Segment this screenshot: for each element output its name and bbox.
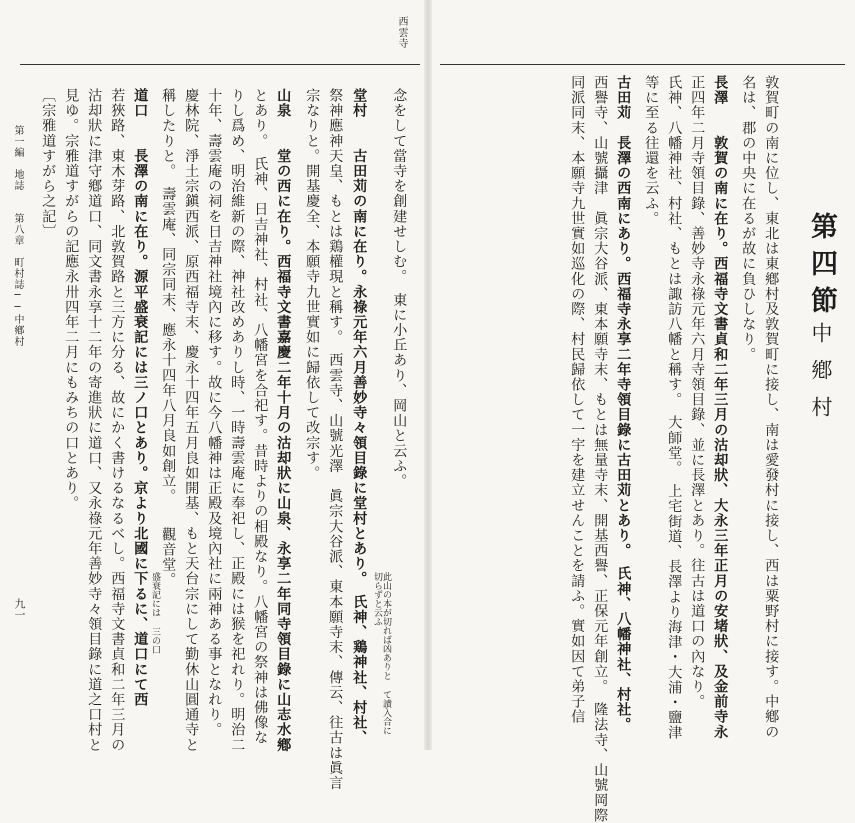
chapter-title: 第四節 xyxy=(806,212,837,323)
text-column: 古田苅 長澤の西南にあり。西福寺永享二年寺領目錄に古田苅とあり。 氏神、八幡神社、村社。 xyxy=(615,75,632,733)
village-title: 中鄕村 xyxy=(809,322,833,433)
note-sangoki: 盛衰記には 三の口 xyxy=(150,572,160,654)
footer-chapter: 第一編 地誌 第八章 町村誌──中鄕村 xyxy=(12,125,23,347)
text-column: 名は、郡の中央に在るが故に負ひしなり。 xyxy=(740,75,757,362)
header-rule xyxy=(20,64,420,65)
text-column: 〔宗雅道すがら之記〕 xyxy=(40,88,57,239)
header-rule xyxy=(440,64,845,65)
text-column: 道口 長澤の南に在り。源平盛衰記には三ノ口とあり。京より北國に下るに、道口にて西 xyxy=(132,88,149,708)
text-column: 念をして當寺を創建せしむ。 東に小丘あり、岡山と云ふ。 xyxy=(391,88,408,489)
page-number: 九一 xyxy=(13,598,26,620)
right-page xyxy=(430,0,855,823)
text-column: 若狹路、東木芽路、北敦賀路と三方に分る、故にかく書けるなるべし。西福寺文書貞和二年三月の xyxy=(109,88,126,753)
text-column: とあり。 氏神、日吉神社、村社、八幡宮を合祀す。昔時よりの相殿なり。八幡宮の祭神は佛像な xyxy=(252,88,269,746)
text-column: 沽却狀に津守鄕道口、同文書永享十二年の寄進狀に道口、又永祿元年善妙寺々領目錄に道之口村と xyxy=(86,88,103,753)
text-column: 堂村 古田苅の南に在り。永祿元年六月善妙寺々領目錄に堂村とあり。 氏神、鶏神社、村社、 xyxy=(351,88,368,746)
text-column: 正四年二月寺領目錄、善妙寺永祿元年六月寺領目錄、並に長澤とあり。往古は道口の內なり。 xyxy=(689,75,706,710)
text-column: 長澤 敦賀の南に在り。西福寺文書貞和二年三月の沽却狀、大永三年正月の安堵狀、及金前寺永 xyxy=(712,75,729,740)
text-column: 同派同末、本願寺九世實如巡化の際、村民歸依して一宇を建立せんことを請ふ。實如因て弟子信 xyxy=(569,75,586,725)
text-column: 見ゆ。宗雅道すがらの記應永卅四年二月にもみちの口とあり。 xyxy=(63,88,80,511)
text-column: 西譽寺、山號攝津 眞宗大谷派、東本願寺末、もとは無量寺末、開基西譽、正保元年創立。 隆法寺、山號岡際 xyxy=(592,75,609,823)
text-column: 十年、壽雲庵の祠を日吉神社境內に移す。故に今八幡神は正殿及境內社に兩神ある事となれり。 xyxy=(206,88,223,738)
left-page xyxy=(0,0,425,791)
text-column: 等に至る往還を云ふ。 xyxy=(643,75,660,226)
text-column: 慶林院、淨土宗鎭西派、原西福寺末、慶永十四年五月良如開基、もと天台宗にして勤休山圓通寺と xyxy=(183,88,200,753)
text-column: 稱したりと。 壽雲庵、同宗同末、應永十四年八月良如創立。 觀音堂。 xyxy=(160,88,177,588)
running-head: 西雲寺 xyxy=(396,16,407,49)
note-okayama: 此山の本が切れば凶ありと て讀入合に切らずと云ふ xyxy=(372,572,391,735)
text-column: 祭神應神天皇、もとは鶏權現と稱す。 西雲寺、山號光澤 眞宗大谷派、東本願寺末、傳云、往古は眞言 xyxy=(327,88,344,791)
text-column: りし爲め、明治維新の際、神社改めありし時、一時壽雲庵に奉祀し、正殿には猴を祀れり。明治二 xyxy=(229,88,246,753)
text-column: 宗なりと。開基慶全、本願寺九世實如に歸依して改宗す。 xyxy=(304,88,321,481)
text-column: 山泉 堂の西に在り。西福寺文書嘉慶二年十月の沽却狀に山泉、永享二年同寺領目錄に山志水鄕 xyxy=(275,88,292,753)
text-column: 氏神、八幡神社、村社、もとは諏訪八幡と稱す。 大師堂。 上宅街道、長澤より海津・大浦・鹽津 xyxy=(666,75,683,741)
text-column: 敦賀町の南に位し、東北は東鄕村及敦賀町に接し、南は愛發村に接し、西は粟野村に接す。中鄕の xyxy=(763,75,780,740)
